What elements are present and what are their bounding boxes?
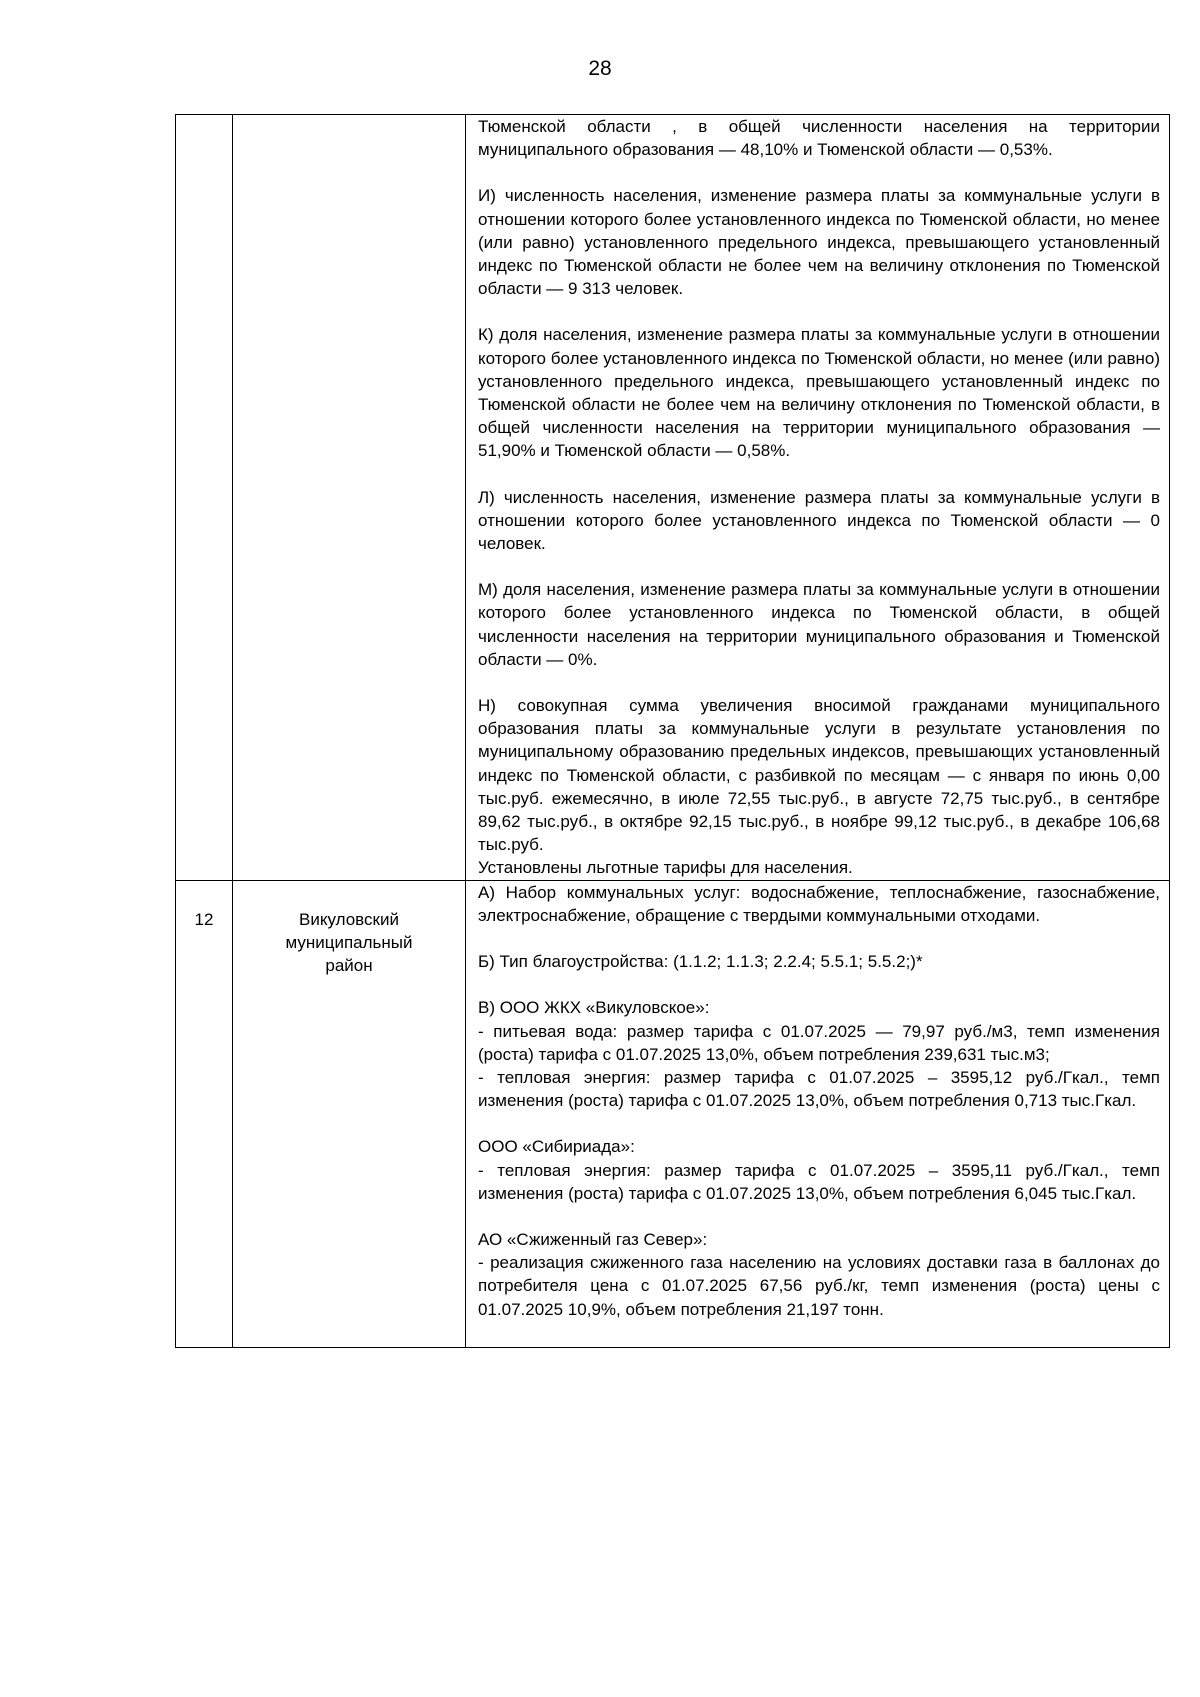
paragraph: В) ООО ЖКХ «Викуловское»: - питьевая вода: размер тарифа с 01.07.2025 — 79,97 руб./м3, темп изменения (роста) тарифа с 01.07.2025 13,0%, объем потребления 239,631 тыс.м3; - тепловая энергия: размер тарифа с 01.07.2025 – 3595,12 руб./Гкал., темп изменения (роста) тарифа с 01.07.2025 13,0%, объем потребления 0,713 тыс.Гкал. xyxy=(478,998,1160,1111)
paragraph: М) доля населения, изменение размера платы за коммунальные услуги в отношении которого более установленного индекса по Тюменской области, в общей численности населения на территории муниципального образования и Тюменской области — 0%. xyxy=(478,580,1160,669)
row-number-cell xyxy=(176,115,233,881)
paragraph: К) доля населения, изменение размера платы за коммунальные услуги в отношении которого более установленного индекса по Тюменской области, но менее (или равно) установленного предельного индекса, превышающего установленный индекс по Тюменской области не более чем на величину отклонения по Тюменской области, в общей численности населения на территории муниципального образования — 51,90% и Тюменской области — 0,58%. xyxy=(478,325,1160,461)
municipality-name-cell xyxy=(233,115,466,881)
description-cell xyxy=(466,880,1170,1347)
table-row xyxy=(176,115,1170,881)
paragraph: Н) совокупная сумма увеличения вносимой гражданами муниципального образования платы за коммунальные услуги в результате установления по муниципальному образованию предельных индексов, превышающих установленный индекс по Тюменской области, с разбивкой по месяцам — с января по июнь 0,00 тыс.руб. ежемесячно, в июле 72,55 тыс.руб., в августе 72,75 тыс.руб., в сентябре 89,62 тыс.руб., в октябре 92,15 тыс.руб., в ноябре 99,12 тыс.руб., в декабре 106,68 тыс.руб. Установлены льготные тарифы для населения. xyxy=(478,696,1160,878)
row-number xyxy=(176,115,232,142)
municipality-name xyxy=(233,115,465,142)
paragraph: Тюменской области , в общей численности населения на территории муниципального образования — 48,10% и Тюменской области — 0,53%. xyxy=(478,117,1160,160)
paragraph: АО «Сжиженный газ Север»: - реализация сжиженного газа населению на условиях доставки газа в баллонах до потребителя цена с 01.07.2025 67,56 руб./кг, темп изменения (роста) цены с 01.07.2025 10,9%, объем потребления 21,197 тонн. xyxy=(478,1229,1160,1319)
paragraph: А) Набор коммунальных услуг: водоснабжение, теплоснабжение, газоснабжение, электроснабжение, обращение с твердыми коммунальными отходами. xyxy=(478,882,1160,925)
row-number: 12 xyxy=(194,909,214,929)
table-row xyxy=(176,880,1170,1347)
municipality-name: Викуловский муниципальный район xyxy=(285,909,413,976)
municipal-tariff-table xyxy=(175,114,1170,1348)
paragraph: И) численность населения, изменение размера платы за коммунальные услуги в отношении которого более установленного индекса по Тюменской области, но менее (или равно) установленного предельного индекса, превышающего установленный индекс по Тюменской области не более чем на величину отклонения по Тюменской области — 9 313 человек. xyxy=(478,186,1160,299)
paragraph: Б) Тип благоустройства: (1.1.2; 1.1.3; 2.2.4; 5.5.1; 5.5.2;)* xyxy=(478,952,923,972)
description-cell xyxy=(466,115,1170,881)
page-number: 28 xyxy=(588,57,612,80)
municipality-name-cell xyxy=(233,880,466,1347)
row-number-cell xyxy=(176,880,233,1347)
paragraph: Л) численность населения, изменение размера платы за коммунальные услуги в отношении которого более установленного индекса по Тюменской области — 0 человек. xyxy=(478,487,1160,554)
paragraph: ООО «Сибириада»: - тепловая энергия: размер тарифа с 01.07.2025 – 3595,11 руб./Гкал., темп изменения (роста) тарифа с 01.07.2025 13,0%, объем потребления 6,045 тыс.Гкал. xyxy=(478,1137,1160,1203)
